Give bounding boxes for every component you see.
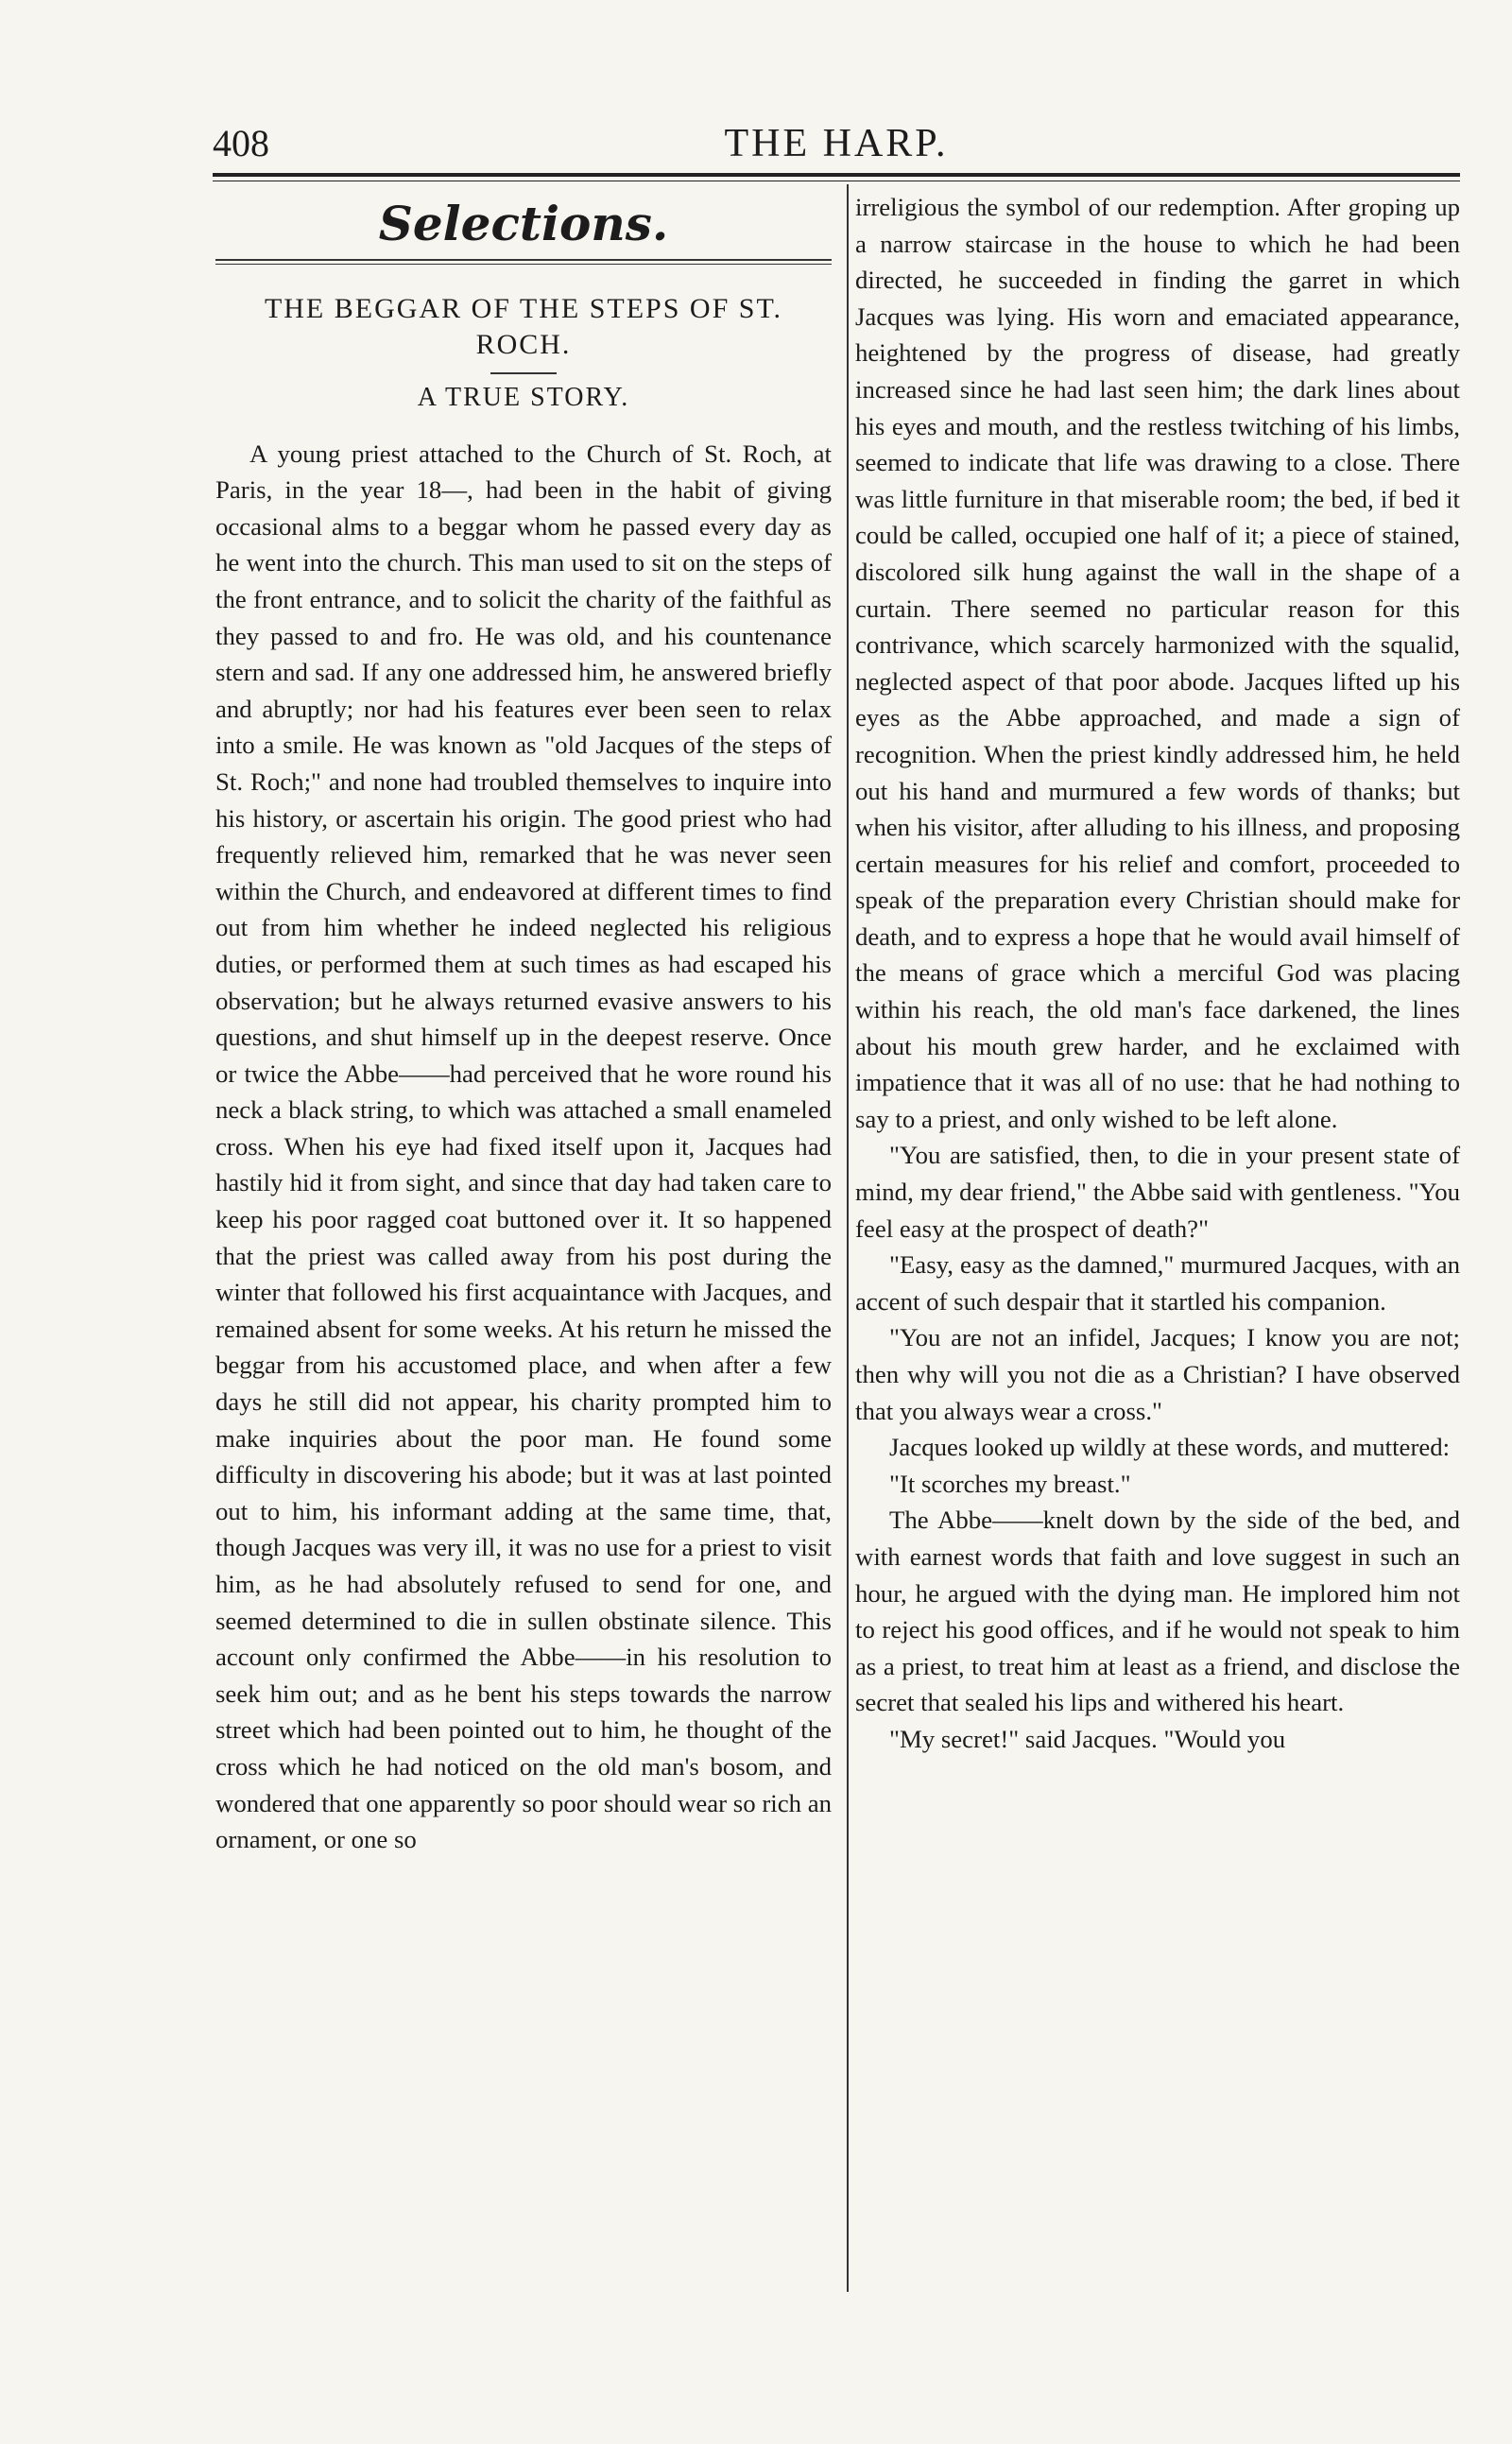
page-number: 408: [213, 122, 269, 164]
section-rule: [215, 259, 832, 261]
story-subtitle: A TRUE STORY.: [417, 383, 630, 412]
running-title: THE HARP.: [724, 122, 949, 165]
paragraph: Jacques looked up wildly at these words, and muttered:: [889, 1433, 1451, 1462]
paragraph: irreligious the symbol of our redemption. After groping up a narrow staircase in the house to which he had been directed, he succeeded in finding the garret in which Jacques was lying. His worn and emaciated appearance, heightened by the progress of disease, had greatly increased since he had last seen him; the dark lines about his eyes and mouth, and the restless twitching of his limbs, seemed to indicate that life was drawing to a close. There was little furniture in that miserable room; the bed, if bed it could be called, occupied one half of it; a piece of stained, discolored silk hung against the wall in the shape of a curtain. There seemed no particular reason for this contrivance, which scarcely harmonized with the squalid, neglected aspect of that poor abode. Jacques lifted up his eyes as the Abbe approached, and made a sign of recognition. When the priest kindly addressed him, he held out his hand and murmured a few words of thanks; but when his visitor, after alluding to his illness, and proposing certain measures for his relief and comfort, proceeded to speak of the preparation every Christian should make for death, and to express a hope that he would avail himself of the means of grace which a merciful God was placing within his reach, the old man's face darkened, the lines about his mouth grew harder, and he exclaimed with impatience that it was all of no use: that he had nothing to say to a priest, and only wished to be left alone.: [855, 193, 1460, 1133]
title-rule: [490, 372, 557, 374]
paragraph: The Abbe——knelt down by the side of the bed, and with earnest words that faith and love suggest in such an hour, he argued with the dying man. He implored him not to reject his good offices, and if he would not speak to him as a priest, to treat him at least as a friend, and disclose the secret that sealed his lips and withered his heart.: [855, 1506, 1460, 1717]
column-divider: [847, 184, 849, 2292]
paragraph: "My secret!" said Jacques. "Would you: [889, 1724, 1286, 1753]
header-rule: [213, 173, 1460, 177]
section-title: Selections.: [378, 196, 669, 251]
section-rule-thin: [215, 264, 832, 265]
right-column: [855, 189, 1460, 1758]
story-title: THE BEGGAR OF THE STEPS OF ST. ROCH.: [264, 293, 783, 360]
paragraph: A young priest attached to the Church of St. Roch, at Paris, in the year 18—, had been in the habit of giving occasional alms to a beggar whom he passed every day as he went into the church. This man used to sit on the steps of the front entrance, and to solicit the charity of the faithful as they passed to and fro. He was old, and his countenance stern and sad. If any one addressed him, he answered briefly and abruptly; nor had his features ever been seen to relax into a smile. He was known as "old Jacques of the steps of St. Roch;" and none had troubled themselves to inquire into his history, or ascertain his origin. The good priest who had frequently relieved him, remarked that he was never seen within the Church, and endeavored at different times to find out from him whether he indeed neglected his religious duties, or performed them at such times as had escaped his observation; but he always returned evasive answers to his questions, and shut himself up in the deepest reserve. Once or twice the Abbe——had perceived that he wore round his neck a black string, to which was attached a small enameled cross. When his eye had fixed itself upon it, Jacques had hastily hid it from sight, and since that day had taken care to keep his poor ragged coat buttoned over it. It so happened that the priest was called away from his post during the winter that followed his first acquaintance with Jacques, and remained absent for some weeks. At his return he missed the beggar from his accustomed place, and when after a few days he still did not appear, his charity prompted him to make inquiries about the poor man. He found some difficulty in discovering his abode; but it was at last pointed out to him, his informant adding at the same time, that, though Jacques was very ill, it was no use for a priest to visit him, as he had absolutely refused to send for one, and seemed determined to die in sullen obstinate silence. This account only confirmed the Abbe——in his resolution to seek him out; and as he bent his steps towards the narrow street which had been pointed out to him, he thought of the cross which he had noticed on the old man's bosom, and wondered that one apparently so poor should wear so rich an ornament, or one so: [215, 439, 832, 1854]
paragraph: "Easy, easy as the damned," murmured Jacques, with an accent of such despair that it startled his companion.: [855, 1250, 1460, 1316]
paragraph: "It scorches my breast.": [889, 1469, 1131, 1498]
paragraph: "You are satisfied, then, to die in your present state of mind, my dear friend," the Abbe said with gentleness. "You feel easy at the prospect of death?": [855, 1141, 1460, 1243]
left-column: [215, 189, 832, 1858]
paragraph: "You are not an infidel, Jacques; I know you are not; then why will you not die as a Christian? I have observed that you always wear a cross.": [855, 1323, 1460, 1425]
page-header: [213, 113, 1460, 170]
